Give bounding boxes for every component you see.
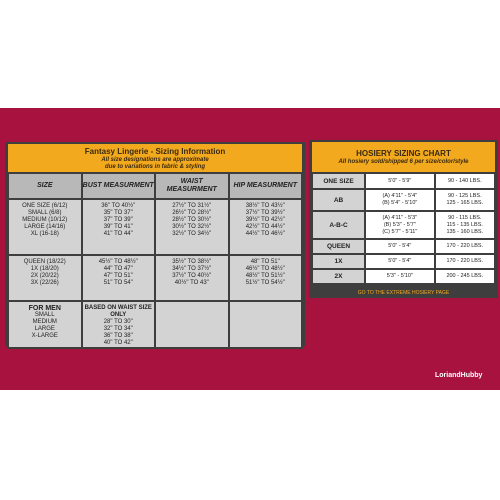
cell-line: 47" TO 51" — [103, 273, 133, 279]
weight-cell — [435, 211, 495, 239]
cell-line: (A) 4'11" - 5'4" — [382, 193, 418, 199]
cell-line: 39½" TO 42½" — [245, 217, 285, 223]
weight-cell — [435, 239, 495, 254]
cell-line: X-LARGE — [31, 333, 58, 339]
height-cell — [365, 211, 435, 239]
cell-line: 38½" TO 43½" — [245, 203, 285, 209]
table-cell — [155, 301, 229, 348]
cell-line: 26½" TO 28½" — [172, 210, 212, 216]
cell-line: 1X (18/20) — [30, 266, 59, 272]
cell-line: 5'0" - 5'9" — [388, 177, 412, 184]
lingerie-title: Fantasy Lingerie - Sizing Information — [84, 146, 226, 156]
weight-cell — [435, 173, 495, 189]
cell-line: 5'3" - 5'10" — [386, 273, 413, 279]
cell-line: LARGE (14/16) — [24, 224, 66, 230]
cell-line: 90 - 115 LBS. — [448, 214, 482, 221]
cell-line: (B) 5'3" - 5'7" — [383, 221, 416, 228]
cell-line: 32½" TO 34½" — [172, 231, 212, 237]
hosiery-title-bar — [312, 142, 495, 173]
cell-line: 44" TO 47" — [103, 266, 133, 272]
table-cell — [8, 199, 82, 255]
hosiery-sizing-panel — [309, 140, 498, 298]
table-row — [8, 255, 302, 301]
column-header: WAIST MEASURMENT — [155, 173, 229, 199]
cell-line: (C) 5'7" - 5'11" — [382, 228, 418, 235]
cell-line: 28½" TO 30½" — [172, 217, 212, 223]
lingerie-subtitle-1: All size designations are approximate — [101, 156, 209, 163]
cell-line: 34½" TO 37½" — [172, 266, 212, 272]
cell-line: 51½" TO 54½" — [245, 280, 285, 286]
table-cell — [82, 199, 156, 255]
cell-line: 3X (22/26) — [30, 280, 59, 286]
cell-line: 170 - 220 LBS. — [446, 258, 484, 264]
cell-line: 37½" TO 40½" — [172, 273, 212, 279]
cell-line: 48" TO 51" — [250, 259, 280, 265]
cell-line: 46½" TO 48½" — [245, 266, 285, 272]
table-cell — [82, 255, 156, 301]
cell-line: 5'0" - 5'4" — [388, 258, 412, 264]
height-cell — [365, 269, 435, 284]
cell-line: 48½" TO 51½" — [245, 273, 285, 279]
cell-line: 170 - 220 LBS. — [446, 243, 484, 249]
cell-line: 40" TO 42" — [103, 340, 133, 346]
cell-line: 42½" TO 44½" — [245, 224, 285, 230]
height-cell — [365, 239, 435, 254]
cell-line: (A) 4'11" - 5'3" — [382, 214, 418, 221]
cell-line: 45½" TO 48½" — [98, 259, 138, 265]
cell-line: 35½" TO 38½" — [172, 259, 212, 265]
cell-line: SMALL (6/8) — [28, 210, 62, 216]
cell-line: 36" TO 38" — [103, 333, 133, 339]
table-row — [312, 211, 495, 239]
size-label: QUEEN — [312, 239, 365, 254]
table-cell — [229, 255, 303, 301]
cell-line: SMALL — [34, 312, 55, 318]
cell-line: 30½" TO 32½" — [172, 224, 212, 230]
height-cell — [365, 189, 435, 211]
cell-line: 41" TO 44" — [103, 231, 133, 237]
table-cell — [155, 199, 229, 255]
table-cell — [229, 301, 303, 348]
table-row — [312, 189, 495, 211]
cell-line: 90 - 140 LBS. — [447, 177, 482, 184]
lingerie-sizing-table — [7, 144, 303, 349]
cell-line: 40½" TO 43" — [174, 280, 209, 286]
weight-cell — [435, 189, 495, 211]
table-row — [8, 199, 302, 255]
size-label: A-B-C — [312, 211, 365, 239]
table-row — [312, 269, 495, 284]
hosiery-subtitle: All hosiery sold/shipped 6 per size/color/style — [338, 159, 469, 165]
cell-line: XL (16-18) — [30, 231, 59, 237]
cell-line: 90 - 125 LBS. — [447, 193, 482, 199]
size-label: AB — [312, 189, 365, 211]
cell-line: 2X (20/22) — [30, 273, 59, 279]
cell-line: 125 - 165 LBS. — [446, 200, 484, 206]
cell-line: 135 - 160 LBS. — [446, 228, 484, 235]
cell-line: BASED ON WAIST SIZE ONLY — [84, 305, 152, 318]
column-header: BUST MEASURMENT — [82, 173, 156, 199]
weight-cell — [435, 254, 495, 269]
cell-line: LARGE — [34, 326, 55, 332]
cell-line: 5'0" - 5'4" — [388, 243, 412, 249]
cell-line: ONE SIZE (6/12) — [22, 203, 68, 209]
cell-line: 32" TO 34" — [103, 326, 133, 332]
size-label: ONE SIZE — [312, 173, 365, 189]
table-cell — [82, 301, 156, 348]
cell-line: 35" TO 37" — [103, 210, 133, 216]
lingerie-sizing-panel — [5, 142, 305, 346]
table-row — [312, 239, 495, 254]
table-cell — [8, 301, 82, 348]
column-header: SIZE — [8, 173, 82, 199]
cell-line: QUEEN (18/22) — [23, 259, 66, 265]
cell-line: 200 - 245 LBS. — [446, 273, 484, 279]
cell-line: 37½" TO 39½" — [245, 210, 285, 216]
cell-line: FOR MEN — [28, 305, 61, 312]
cell-line: 51" TO 54" — [103, 280, 133, 286]
table-cell — [8, 255, 82, 301]
table-row — [312, 173, 495, 189]
cell-line: 28" TO 30" — [103, 319, 133, 325]
height-cell — [365, 254, 435, 269]
column-header: HIP MEASURMENT — [229, 173, 303, 199]
cell-line: MEDIUM — [32, 319, 57, 325]
hosiery-title: HOSIERY SIZING CHART — [356, 149, 451, 158]
extreme-hosiery-link[interactable]: GO TO THE EXTREME HOSIERY PAGE — [357, 290, 450, 296]
cell-line: 37" TO 39" — [103, 217, 133, 223]
cell-line: 36" TO 40½" — [101, 203, 136, 209]
table-row — [8, 301, 302, 348]
cell-line: 115 - 135 LBS. — [446, 221, 483, 228]
cell-line: 44½" TO 46½" — [245, 231, 285, 237]
table-row — [312, 254, 495, 269]
table-cell — [229, 199, 303, 255]
watermark: LoriandHubby — [435, 372, 483, 379]
size-label: 1X — [312, 254, 365, 269]
weight-cell — [435, 269, 495, 284]
lingerie-title-bar — [8, 144, 302, 173]
height-cell — [365, 173, 435, 189]
cell-line: 27½" TO 31½" — [172, 203, 212, 209]
cell-line: MEDIUM (10/12) — [22, 217, 68, 223]
cell-line: 39" TO 41" — [103, 224, 133, 230]
lingerie-subtitle-2: due to variations in fabric & styling — [104, 163, 206, 170]
table-cell — [155, 255, 229, 301]
size-label: 2X — [312, 269, 365, 284]
cell-line: (B) 5'4" - 5'10" — [382, 200, 418, 206]
hosiery-sizing-table — [311, 142, 496, 285]
